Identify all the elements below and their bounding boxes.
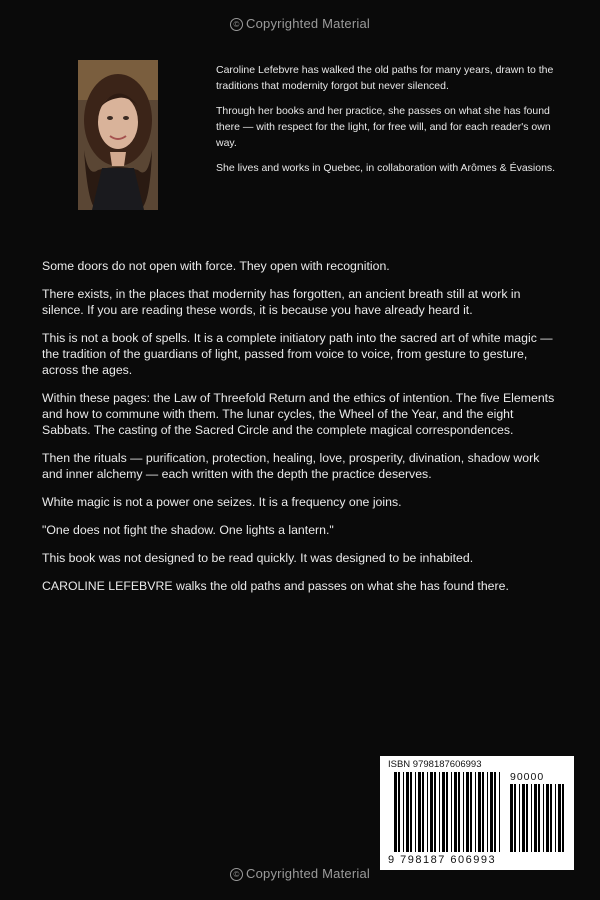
barcode-bar — [543, 784, 544, 852]
barcode-bar — [422, 772, 424, 852]
bio-paragraph: Caroline Lefebvre has walked the old paths for many years, drawn to the traditions that modernity forgot but never silenced. — [216, 64, 554, 92]
barcode-bar — [442, 772, 445, 852]
barcode-bar — [410, 772, 412, 852]
barcode-bar — [451, 772, 452, 852]
barcode-bar — [534, 784, 537, 852]
blurb-paragraph: This book was not designed to be read quickly. It was designed to be inhabited. — [42, 551, 474, 565]
barcode-bar — [454, 772, 457, 852]
copyright-icon: © — [230, 18, 243, 31]
isbn-barcode — [380, 756, 574, 870]
ean-digits: 9 798187 606993 — [388, 854, 497, 866]
barcode-bar — [427, 772, 428, 852]
barcode-bar — [555, 784, 556, 852]
blurb-paragraph: CAROLINE LEFEBVRE walks the old paths and passes on what she has found there. — [42, 579, 509, 593]
barcode-bar — [499, 772, 500, 852]
barcode-bar — [487, 772, 488, 852]
barcode-bar — [490, 772, 493, 852]
blurb-paragraph: This is not a book of spells. It is a complete initiatory path into the sacred art of white magic — the tradition of the guardians of light, passed from voice to voice, from gesture to gesture, across the ages. — [42, 331, 553, 377]
barcode-bar — [418, 772, 421, 852]
back-cover-blurb — [42, 258, 562, 606]
barcode-bar — [394, 772, 397, 852]
blurb-paragraph: "One does not fight the shadow. One lights a lantern." — [42, 523, 334, 537]
copyright-watermark-top — [0, 16, 600, 31]
watermark-text: Copyrighted Material — [246, 866, 370, 881]
barcode-bar — [415, 772, 416, 852]
barcode-bar — [519, 784, 520, 852]
author-bio — [216, 62, 556, 185]
barcode-bar — [514, 784, 516, 852]
watermark-text: Copyrighted Material — [246, 16, 370, 31]
barcode-bars — [380, 756, 574, 870]
barcode-bar — [398, 772, 400, 852]
barcode-bar — [531, 784, 532, 852]
copyright-watermark-bottom — [0, 866, 600, 881]
blurb-paragraph: White magic is not a power one seizes. It is a frequency one joins. — [42, 495, 402, 509]
barcode-bar — [522, 784, 525, 852]
blurb-paragraph: Within these pages: the Law of Threefold Return and the ethics of intention. The five Elements and how to commune with them. The lunar cycles, the Wheel of the Year, and the eight Sabbats. The casting of the Sacred Circle and the complete magical correspondences. — [42, 391, 555, 437]
barcode-bar — [439, 772, 440, 852]
barcode-bar — [430, 772, 433, 852]
barcode-bar — [446, 772, 448, 852]
barcode-bar — [434, 772, 436, 852]
barcode-bar — [538, 784, 540, 852]
isbn-label: ISBN 9798187606993 — [388, 759, 482, 770]
barcode-bar — [466, 772, 469, 852]
barcode-bar — [478, 772, 481, 852]
barcode-bar — [482, 772, 484, 852]
copyright-icon: © — [230, 868, 243, 881]
barcode-bar — [562, 784, 564, 852]
barcode-bar — [403, 772, 404, 852]
barcode-bar — [546, 784, 549, 852]
author-photo — [78, 60, 158, 210]
barcode-bar — [558, 784, 561, 852]
barcode-bar — [406, 772, 409, 852]
barcode-bar — [550, 784, 552, 852]
barcode-bar — [458, 772, 460, 852]
author-portrait-image — [78, 60, 158, 210]
barcode-bar — [494, 772, 496, 852]
barcode-bar — [526, 784, 528, 852]
bio-paragraph: She lives and works in Quebec, in collaboration with Arômes & Évasions. — [216, 162, 556, 174]
blurb-paragraph: Then the rituals — purification, protection, healing, love, prosperity, divination, shadow work and inner alchemy — each written with the depth the practice deserves. — [42, 451, 540, 481]
barcode-bar — [475, 772, 476, 852]
barcode-bar — [470, 772, 472, 852]
barcode-bar — [463, 772, 464, 852]
barcode-bar — [510, 784, 513, 852]
price-code: 90000 — [510, 771, 545, 783]
blurb-paragraph: There exists, in the places that modernity has forgotten, an ancient breath still at work in silence. If you are reading these words, it is because you have already heard it. — [42, 287, 521, 317]
bio-paragraph: Through her books and her practice, she passes on what she has found there — with respect for the light, for free will, and for each reader's own way. — [216, 105, 551, 149]
blurb-paragraph: Some doors do not open with force. They open with recognition. — [42, 259, 390, 273]
